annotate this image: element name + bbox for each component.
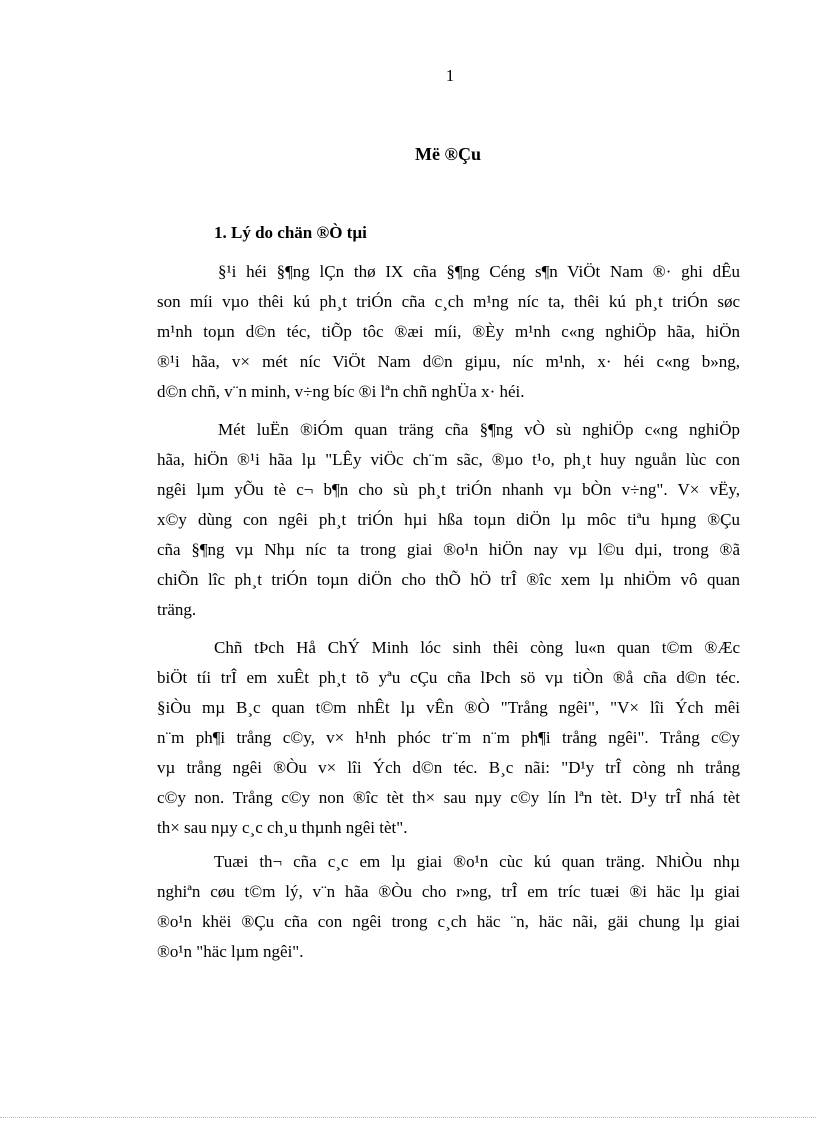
text-line: Tuæi th¬ cña c¸c em lµ giai ®o¹n cùc kú quan träng. NhiÒu nhµ bbox=[214, 852, 740, 871]
page-bottom-rule bbox=[0, 1117, 816, 1118]
text-line: Mét luËn ®iÓm quan träng cña §¶ng vÒ sù nghiÖp c«ng nghiÖp bbox=[218, 420, 740, 439]
text-line: th× sau nµy c¸c ch¸u thµnh ngêi tèt". bbox=[157, 818, 408, 837]
page-number: 1 bbox=[445, 66, 455, 85]
text-line: hãa, hiÖn ®¹i hãa lµ "LÊy viÖc ch¨m sãc, ®µo t¹o, ph¸t huy nguån lùc con bbox=[157, 450, 740, 469]
text-line: ®o¹n "häc lµm ngêi". bbox=[157, 942, 304, 961]
text-line: cña §¶ng vµ Nhµ níc ta trong giai ®o¹n hiÖn nay vµ l©u dµi, trong ®ã bbox=[157, 540, 740, 559]
text-line: m¹nh toµn d©n téc, tiÕp tôc ®æi míi, ®Èy m¹nh c«ng nghiÖp hãa, hiÖn bbox=[157, 322, 740, 341]
text-line: n¨m ph¶i trång c©y, v× h¹nh phóc tr¨m n¨m ph¶i trång ngêi". Trång c©y bbox=[157, 728, 740, 747]
text-line: träng. bbox=[157, 600, 197, 619]
text-line: Chñ tÞch Hå ChÝ Minh lóc sinh thêi còng lu«n quan t©m ®Æc bbox=[214, 638, 740, 657]
text-line: §¹i héi §¶ng lÇn thø IX cña §¶ng Céng s¶n ViÖt Nam ®· ghi dÊu bbox=[218, 262, 740, 281]
text-line: vµ trång ngêi ®Òu v× lîi Ých d©n téc. B¸c nãi: "D¹y trÎ còng nh trång bbox=[157, 758, 740, 777]
text-line: son míi vµo thêi kú ph¸t triÓn cña c¸ch m¹ng níc ta, thêi kú ph¸t triÓn søc bbox=[157, 292, 740, 311]
text-line: nghiªn cøu t©m lý, v¨n hãa ®Òu cho r»ng, trÎ em tríc tuæi ®i häc lµ giai bbox=[157, 882, 740, 901]
page-title: Më ®Çu bbox=[415, 144, 481, 164]
text-line: chiÕn lîc ph¸t triÓn toµn diÖn cho thÕ hÖ trÎ ®îc xem lµ nhiÖm vô quan bbox=[157, 570, 740, 589]
text-line: ngêi lµm yÕu tè c¬ b¶n cho sù ph¸t triÓn nhanh vµ bÒn v÷ng". V× vËy, bbox=[157, 480, 740, 499]
text-line: d©n chñ, v¨n minh, v÷ng bíc ®i lªn chñ nghÜa x· héi. bbox=[157, 382, 525, 401]
section-heading: 1. Lý do chän ®Ò tµi bbox=[214, 223, 367, 242]
text-line: ®o¹n khëi ®Çu cña con ngêi trong c¸ch häc ¨n, häc nãi, gäi chung lµ giai bbox=[157, 912, 740, 931]
text-line: c©y non. Trång c©y non ®îc tèt th× sau nµy c©y lín lªn tèt. D¹y trÎ nhá tèt bbox=[157, 788, 740, 807]
text-line: ®¹i hãa, v× mét níc ViÖt Nam d©n giµu, níc m¹nh, x· héi c«ng b»ng, bbox=[157, 352, 740, 371]
text-line: biÖt tíi trÎ em xuÊt ph¸t tõ yªu cÇu cña lÞch sö vµ tiÒn ®å cña d©n téc. bbox=[157, 668, 740, 687]
text-line: §iÒu mµ B¸c quan t©m nhÊt lµ vÊn ®Ò "Trång ngêi", "V× lîi Ých mêi bbox=[157, 698, 740, 717]
text-line: x©y dùng con ngêi ph¸t triÓn hµi hßa toµn diÖn lµ môc tiªu hµng ®Çu bbox=[157, 510, 740, 529]
